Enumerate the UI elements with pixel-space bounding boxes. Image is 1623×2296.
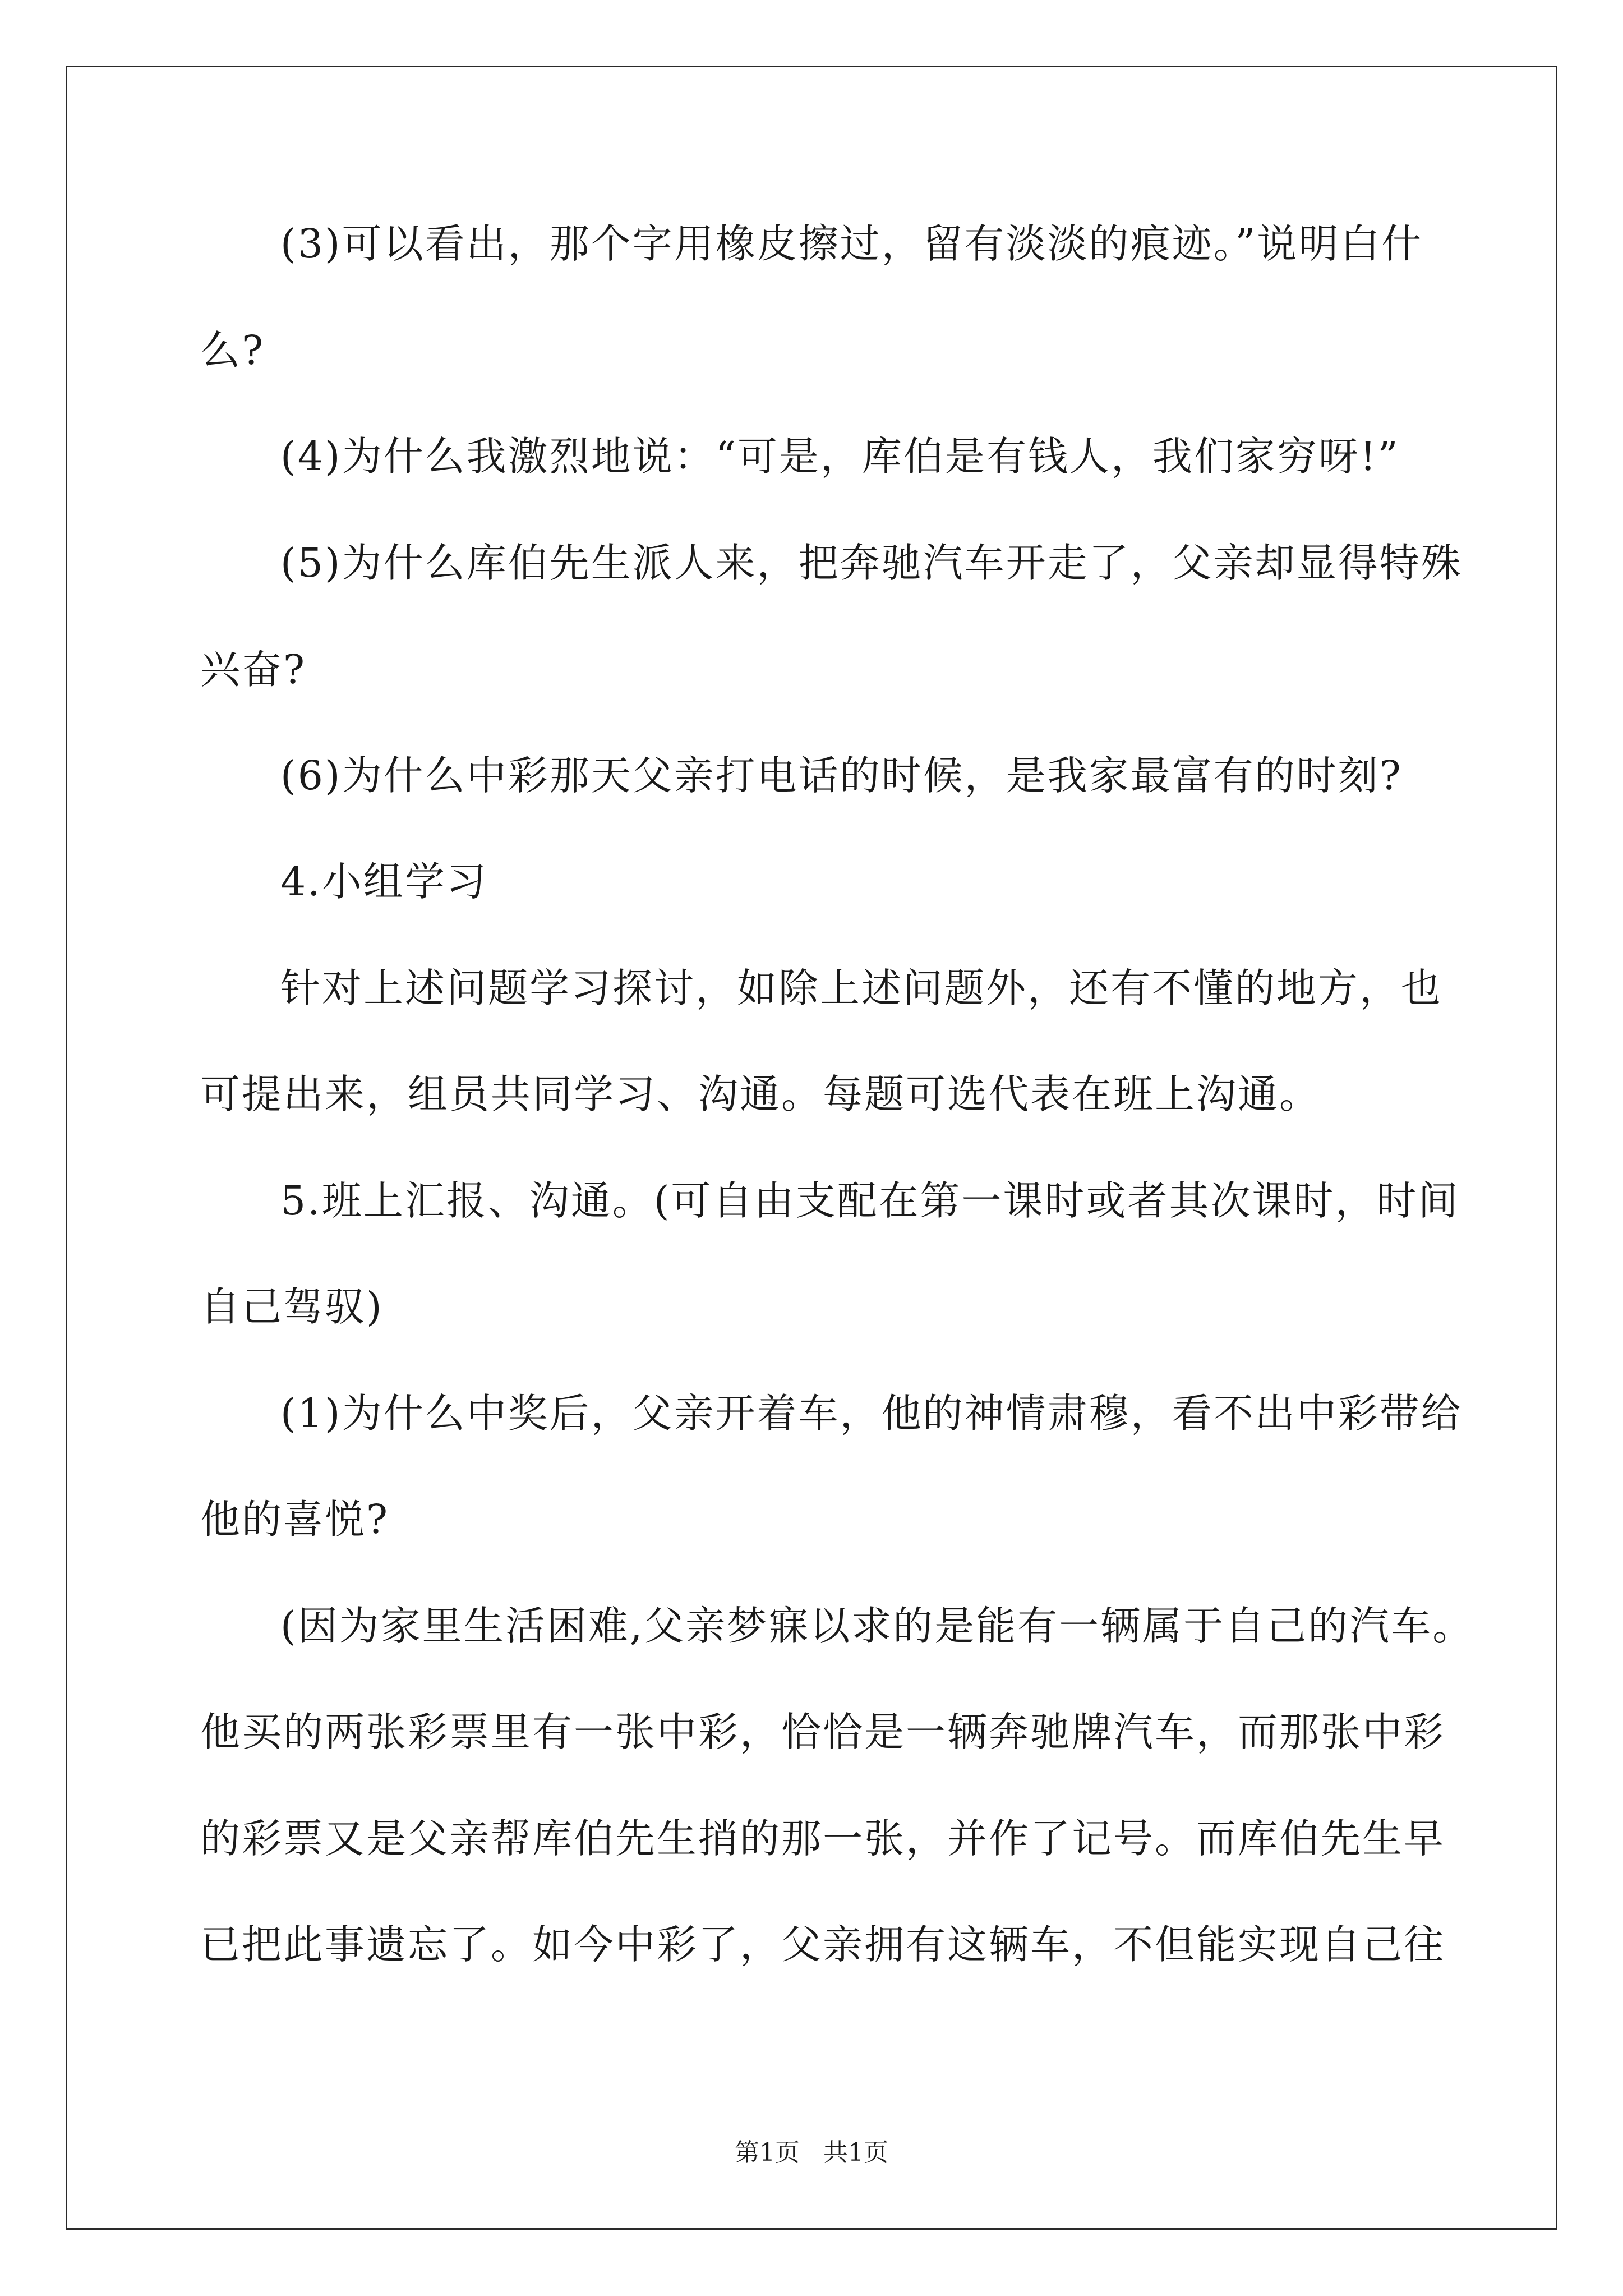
page-border	[66, 66, 1557, 2230]
text-line: 针对上述问题学习探讨，如除上述问题外，还有不懂的地方，也	[280, 965, 1443, 1011]
text-line: 他的喜悦?	[200, 1496, 390, 1543]
text-line: 他买的两张彩票里有一张中彩，恰恰是一辆奔驰牌汽车，而那张中彩	[200, 1709, 1446, 1755]
text-line: 的彩票又是父亲帮库伯先生捎的那一张，并作了记号。而库伯先生早	[200, 1815, 1446, 1862]
text-line: 么?	[200, 327, 265, 374]
text-line: 兴奋?	[200, 646, 307, 693]
page-number-footer: 第1页 共1页	[735, 2138, 888, 2167]
text-line: 可提出来，组员共同学习、沟通。每题可选代表在班上沟通。	[200, 1071, 1321, 1117]
text-line: (因为家里生活困难,父亲梦寐以求的是能有一辆属于自己的汽车。	[280, 1603, 1474, 1649]
text-line: (6)为什么中彩那天父亲打电话的时候，是我家最富有的时刻?	[280, 752, 1403, 799]
text-line: 自己驾驭)	[200, 1283, 384, 1330]
text-line: (4)为什么我激烈地说：“可是，库伯是有钱人，我们家穷呀!”	[280, 433, 1400, 480]
text-line: (5)为什么库伯先生派人来，把奔驰汽车开走了，父亲却显得特殊	[280, 540, 1463, 586]
section-heading: 5.班上汇报、沟通。(可自由支配在第一课时或者其次课时，时间	[280, 1177, 1460, 1224]
text-line: (1)为什么中奖后，父亲开着车，他的神情肃穆，看不出中彩带给	[280, 1390, 1463, 1437]
text-line: 已把此事遗忘了。如今中彩了，父亲拥有这辆车，不但能实现自己往	[200, 1921, 1446, 1968]
text-line: (3)可以看出，那个字用橡皮擦过，留有淡淡的痕迹。”说明白什	[280, 220, 1423, 267]
section-heading: 4.小组学习	[280, 858, 488, 905]
